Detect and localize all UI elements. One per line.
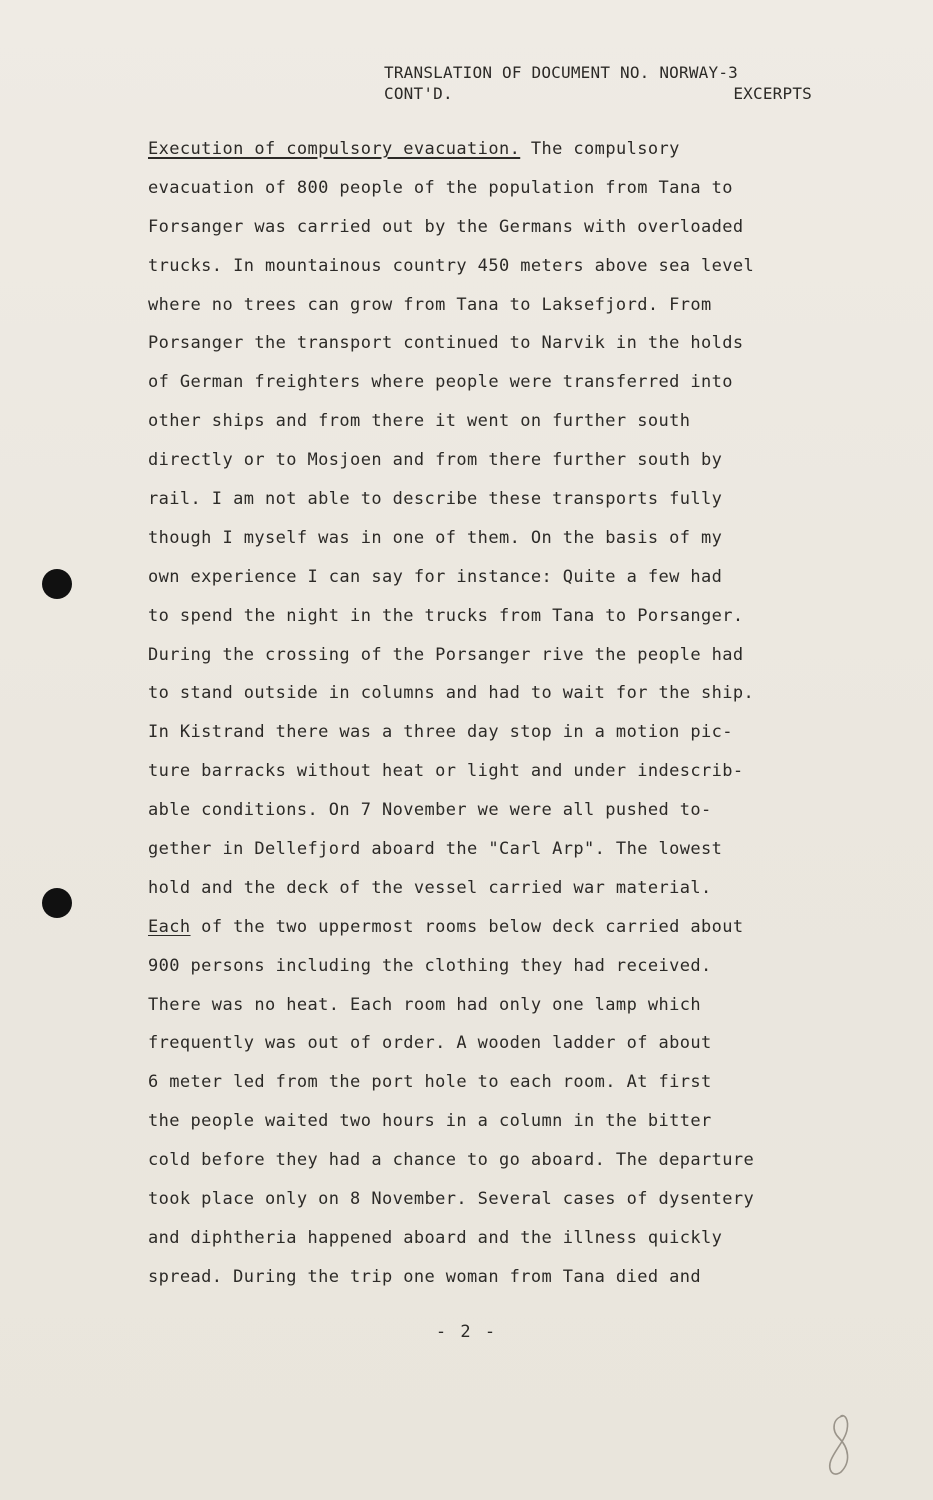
body-line: Porsanger the transport continued to Narvik in the holds <box>148 333 744 354</box>
body-line: hold and the deck of the vessel carried war material. <box>148 877 712 898</box>
body-line: cold before they had a chance to go aboard. The departure <box>148 1150 755 1171</box>
body-line: Forsanger was carried out by the Germans with overloaded <box>148 216 744 237</box>
body-line: directly or to Mosjoen and from there further south by <box>148 450 723 471</box>
body-line: though I myself was in one of them. On the basis of my <box>148 527 723 548</box>
body-line: to stand outside in columns and had to wait for the ship. <box>148 683 755 704</box>
body-line <box>148 912 818 951</box>
body-line: rail. I am not able to describe these transports fully <box>148 489 723 510</box>
handwritten-page-mark <box>815 1410 865 1480</box>
header-line-2 <box>384 83 814 104</box>
document-body <box>148 134 818 1301</box>
punch-hole-bottom <box>42 888 72 918</box>
body-line: During the crossing of the Porsanger rive the people had <box>148 644 744 665</box>
body-line: There was no heat. Each room had only one lamp which <box>148 994 702 1015</box>
body-line: able conditions. On 7 November we were all pushed to- <box>148 800 712 821</box>
document-header <box>384 62 814 104</box>
body-line-text: of the two uppermost rooms below deck carried about <box>190 916 744 937</box>
body-line <box>148 134 818 173</box>
header-contd: CONT'D. <box>384 84 453 103</box>
body-line-text: The compulsory <box>520 139 680 159</box>
punch-hole-top <box>42 569 72 599</box>
page-number: - 2 - <box>435 1322 498 1342</box>
body-line: the people waited two hours in a column in the bitter <box>148 1111 712 1132</box>
body-line: and diphtheria happened aboard and the illness quickly <box>148 1227 723 1248</box>
body-line: spread. During the trip one woman from Tana died and <box>148 1266 702 1287</box>
body-line: gether in Dellefjord aboard the "Carl Arp". The lowest <box>148 839 723 860</box>
body-line: 900 persons including the clothing they had received. <box>148 955 712 976</box>
body-line: to spend the night in the trucks from Tana to Porsanger. <box>148 605 744 626</box>
body-line: other ships and from there it went on further south <box>148 411 691 432</box>
body-line: evacuation of 800 people of the population from Tana to <box>148 177 733 198</box>
section-heading: Execution of compulsory evacuation. <box>148 139 521 159</box>
body-line: trucks. In mountainous country 450 meters above sea level <box>148 255 755 276</box>
body-line: 6 meter led from the port hole to each room. At first <box>148 1072 712 1093</box>
header-excerpts: EXCERPTS <box>733 84 812 103</box>
body-line: of German freighters where people were transferred into <box>148 372 733 393</box>
underlined-word: Each <box>148 916 191 937</box>
header-line-1 <box>384 62 814 83</box>
body-line: where no trees can grow from Tana to Laksefjord. From <box>148 294 712 315</box>
body-line: own experience I can say for instance: Quite a few had <box>148 566 723 587</box>
header-title: TRANSLATION OF DOCUMENT NO. NORWAY-3 <box>384 63 738 82</box>
body-line: took place only on 8 November. Several cases of dysentery <box>148 1189 755 1210</box>
body-line: In Kistrand there was a three day stop in a motion pic- <box>148 722 733 743</box>
body-line: frequently was out of order. A wooden ladder of about <box>148 1033 712 1054</box>
body-line: ture barracks without heat or light and under indescrib- <box>148 761 744 782</box>
